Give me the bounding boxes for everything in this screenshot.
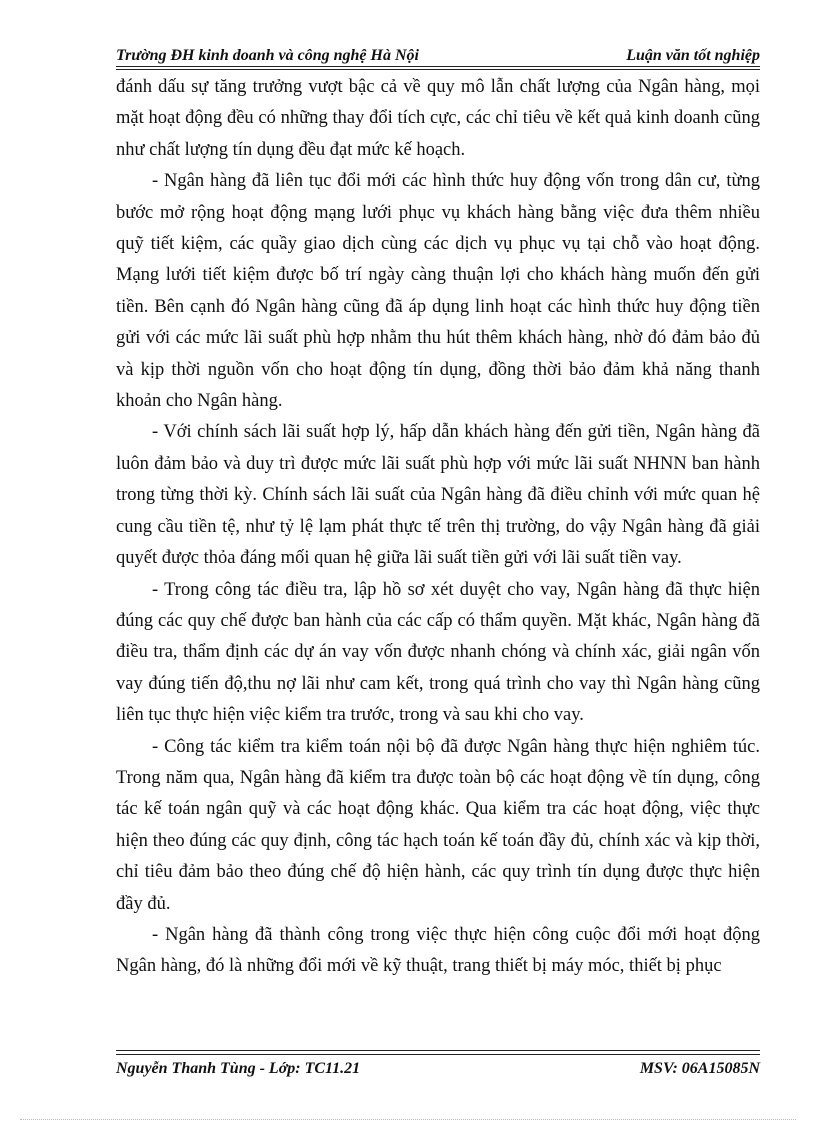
header-document-type: Luận văn tốt nghiệp xyxy=(626,47,760,64)
footer-author-class: Nguyễn Thanh Tùng - Lớp: TC11.21 xyxy=(116,1060,361,1077)
paragraph-modernization: - Ngân hàng đã thành công trong việc thực hiện công cuộc đổi mới hoạt động Ngân hàng, đó là những đổi mới về kỹ thuật, trang thiết bị máy móc, thiết bị phục xyxy=(116,924,760,977)
footer-student-id: MSV: 06A15085N xyxy=(639,1060,760,1077)
header-school-name: Trường ĐH kinh doanh và công nghệ Hà Nội xyxy=(116,47,419,64)
paragraph-capital-mobilization: - Ngân hàng đã liên tục đổi mới các hình thức huy động vốn trong dân cư, từng bước mở rộng hoạt động mạng lưới phục vụ khách hàng bằng việc đưa thêm nhiều quỹ tiết kiệm, các quầy giao dịch cùng các dịch vụ phục vụ tại chỗ vào hoạt động. Mạng lưới tiết kiệm được bố trí ngày càng thuận lợi cho khách hàng muốn đến gửi tiền. Bên cạnh đó Ngân hàng cũng đã áp dụng linh hoạt các hình thức huy động tiền gửi với các mức lãi suất phù hợp nhằm thu hút thêm khách hàng, nhờ đó đảm bảo đủ và kịp thời nguồn vốn cho hoạt động tín dụng, đồng thời bảo đảm khả năng thanh khoản cho Ngân hàng. xyxy=(116,171,760,412)
page-footer xyxy=(116,1054,760,1079)
paragraph-internal-audit: - Công tác kiểm tra kiểm toán nội bộ đã được Ngân hàng thực hiện nghiêm túc. Trong năm qua, Ngân hàng đã kiểm tra được toàn bộ các hoạt động về tín dụng, công tác kế toán ngân quỹ và các hoạt động khác. Qua kiểm tra các hoạt động, việc thực hiện theo đúng các quy định, công tác hạch toán kế toán đầy đủ, chính xác và kịp thời, chỉ tiêu đảm bảo theo đúng chế độ hiện hành, các quy trình tín dụng được thực hiện đầy đủ. xyxy=(116,736,760,914)
page-header xyxy=(116,44,760,67)
footer-rule xyxy=(116,1050,760,1051)
body-text xyxy=(116,72,760,983)
paragraph-loan-appraisal: - Trong công tác điều tra, lập hồ sơ xét duyệt cho vay, Ngân hàng đã thực hiện đúng các quy chế được ban hành của các cấp có thẩm quyền. Mặt khác, Ngân hàng đã điều tra, thẩm định các dự án vay vốn được nhanh chóng và chính xác, giải ngân vốn vay đúng tiến độ,thu nợ lãi như cam kết, trong quá trình cho vay thì Ngân hàng cũng liên tục thực hiện việc kiểm tra trước, trong và sau khi cho vay. xyxy=(116,579,760,726)
page-bottom-border xyxy=(20,1119,796,1120)
header-rule xyxy=(116,69,760,70)
paragraph-interest-policy: - Với chính sách lãi suất hợp lý, hấp dẫn khách hàng đến gửi tiền, Ngân hàng đã luôn đảm bảo và duy trì được mức lãi suất phù hợp với mức lãi suất NHNN ban hành trong từng thời kỳ. Chính sách lãi suất của Ngân hàng đã điều chỉnh với mức quan hệ cung cầu tiền tệ, như tỷ lệ lạm phát thực tế trên thị trường, do vậy Ngân hàng đã giải quyết được thỏa đáng mối quan hệ giữa lãi suất tiền gửi với lãi suất tiền vay. xyxy=(116,422,760,569)
paragraph-continuation: đánh dấu sự tăng trưởng vượt bậc cả về quy mô lẫn chất lượng của Ngân hàng, mọi mặt hoạt động đều có những thay đổi tích cực, các chỉ tiêu về kết quả kinh doanh cũng như chất lượng tín dụng đều đạt mức kế hoạch. xyxy=(116,77,760,160)
